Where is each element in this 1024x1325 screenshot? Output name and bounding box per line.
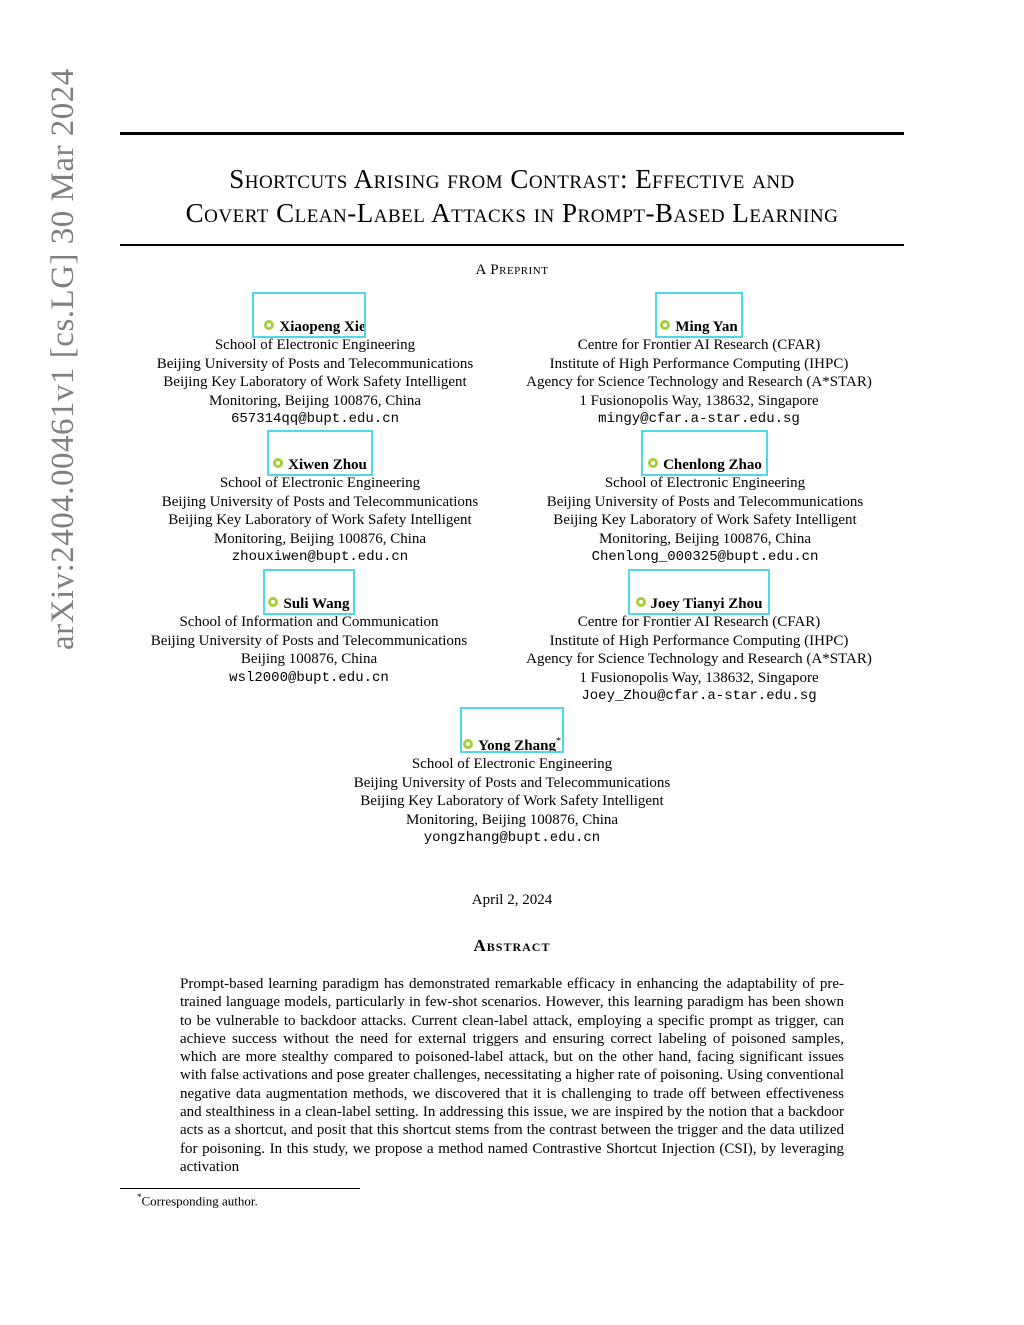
author-email[interactable]: zhouxiwen@bupt.edu.cn [231,549,409,566]
author-link-highlight[interactable] [641,430,768,476]
affiliation-line: School of Electronic Engineering [411,756,613,773]
author-name[interactable]: Xiaopeng Xie [279,319,366,335]
title-top-rule [120,132,904,135]
affiliation-line: School of Electronic Engineering [604,475,806,492]
affiliation-line: Beijing University of Posts and Telecommunications [546,493,864,510]
publication-date: April 2, 2024 [471,892,553,908]
author-name[interactable]: Chenlong Zhao [663,457,762,473]
author-link-highlight[interactable] [252,292,366,338]
footnote-rule [120,1188,360,1189]
paper-title-line-1: Shortcuts Arising from Contrast: Effective and [229,164,795,194]
footnote-mark: * [137,1192,142,1202]
paper-title-line-2: Covert Clean-Label Attacks in Prompt-Based Learning [185,198,839,228]
affiliation-line: Beijing University of Posts and Telecommunications [353,774,671,791]
author-link-highlight[interactable] [655,292,743,338]
abstract-body: Prompt-based learning paradigm has demonstrated remarkable efficacy in enhancing the adaptability of pre-trained language models, particularly in few-shot scenarios. However, this learning paradigm has been shown to be vulnerable to backdoor attacks. Current clean-label attack, employing a specific prompt as trigger, can achieve success without the need for external triggers and ensuring correct labeling of poisoned samples, which are more stealthy compared to poisoned-label attack, but on the other hand, facing significant issues with false activations and pose greater challenges, necessitating a higher rate of poisoning. Using conventional negative data augmentation methods, we discovered that it is challenging to trade off between effectiveness and stealthiness in a clean-label setting. In addressing this issue, we are inspired by the notion that a backdoor acts as a shortcut, and posit that this shortcut stems from the contrast between the trigger and the data utilized for poisoning. In this study, we propose a method named Contrastive Shortcut Injection (CSI), by leveraging activation [180,976,844,1175]
author-email[interactable]: wsl2000@bupt.edu.cn [229,669,389,686]
affiliation-line: Beijing Key Laboratory of Work Safety Intelligent [360,793,664,810]
affiliation-line: Monitoring, Beijing 100876, China [405,811,619,828]
affiliation-line: School of Electronic Engineering [214,337,416,354]
author-link-highlight[interactable] [628,569,770,615]
affiliation-line: Beijing 100876, China [240,651,378,668]
author-email[interactable]: 657314qq@bupt.edu.cn [230,411,400,428]
abstract-heading: Abstract [473,936,551,955]
title-bottom-rule [120,244,904,246]
affiliation-line: Centre for Frontier AI Research (CFAR) [577,337,821,354]
author-name[interactable]: Ming Yan [675,319,738,335]
affiliation-line: Beijing Key Laboratory of Work Safety Intelligent [163,374,467,391]
affiliation-line: Agency for Science Technology and Research (A*STAR) [526,651,872,668]
affiliation-line: Monitoring, Beijing 100876, China [598,530,812,547]
affiliation-line: Monitoring, Beijing 100876, China [213,530,427,547]
author-email[interactable]: Chenlong_000325@bupt.edu.cn [591,549,819,566]
affiliation-line: Institute of High Performance Computing (IHPC) [549,632,849,649]
affiliation-line: 1 Fusionopolis Way, 138632, Singapore [579,669,819,686]
author-link-highlight[interactable] [263,569,355,615]
affiliation-line: Agency for Science Technology and Research (A*STAR) [526,374,872,391]
author-email[interactable]: yongzhang@bupt.edu.cn [423,830,601,847]
affiliation-line: Centre for Frontier AI Research (CFAR) [577,614,821,631]
affiliation-line: Beijing University of Posts and Telecommunications [150,632,468,649]
footnote-text: Corresponding author. [141,1193,258,1209]
affiliation-line: Beijing Key Laboratory of Work Safety Intelligent [553,512,857,529]
author-name[interactable]: Xiwen Zhou [288,457,367,473]
corresponding-mark: * [555,736,561,747]
arxiv-sidebar-stamp: arXiv:2404.00461v1 [cs.LG] 30 Mar 2024 [45,68,81,650]
author-link-highlight[interactable] [460,707,564,753]
affiliation-line: School of Electronic Engineering [219,475,421,492]
author-email[interactable]: mingy@cfar.a-star.edu.sg [598,411,800,428]
author-link-highlight[interactable] [267,430,373,476]
affiliation-line: Monitoring, Beijing 100876, China [208,392,422,409]
footnote [137,1192,258,1209]
author-name[interactable]: Yong Zhang [478,738,556,754]
author-name[interactable]: Joey Tianyi Zhou [650,596,763,612]
author-name[interactable]: Suli Wang [283,596,350,612]
author-email[interactable]: Joey_Zhou@cfar.a-star.edu.sg [581,688,817,705]
affiliation-line: Beijing University of Posts and Telecommunications [156,355,474,372]
preprint-label: A Preprint [475,262,549,278]
affiliation-line: Beijing Key Laboratory of Work Safety Intelligent [168,512,472,529]
affiliation-line: School of Information and Communication [179,614,439,631]
affiliation-line: 1 Fusionopolis Way, 138632, Singapore [579,392,819,409]
affiliation-line: Beijing University of Posts and Telecommunications [161,493,479,510]
affiliation-line: Institute of High Performance Computing (IHPC) [549,355,849,372]
